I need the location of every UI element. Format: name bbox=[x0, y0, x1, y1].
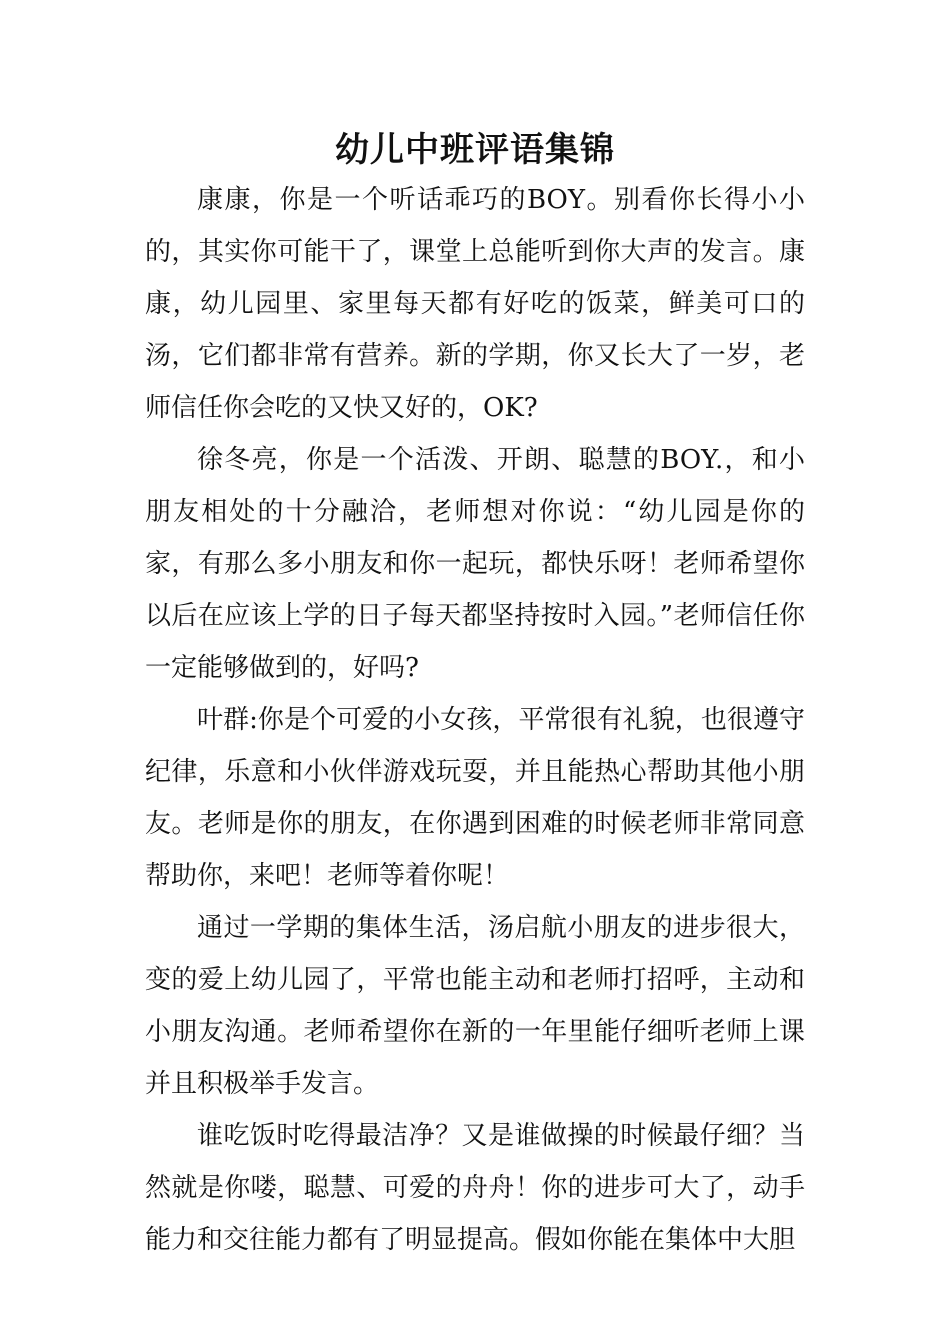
paragraph-zhouzhou: 谁吃饭时吃得最洁净？又是谁做操的时候最仔细？当然就是你喽，聪慧、可爱的舟舟！你的进步可大了，动手能力和交往能力都有了明显提高。假如你能在集体中大胆 bbox=[145, 1121, 805, 1255]
paragraph-xu-dongliang: 徐冬亮，你是一个活泼、开朗、聪慧的BOY.，和小朋友相处的十分融洽，老师想对你说：“幼儿园是你的家，有那么多小朋友和你一起玩，都快乐呀！老师希望你以后在应该上学的日子每天都坚持按时入园。”老师信任你一定能够做到的，好吗? bbox=[145, 445, 805, 683]
document-title: 幼儿中班评语集锦 bbox=[335, 130, 615, 170]
document-body bbox=[145, 174, 805, 1266]
paragraph-kangkang: 康康，你是一个听话乖巧的BOY。别看你长得小小的，其实你可能干了，课堂上总能听到你大声的发言。康康，幼儿园里、家里每天都有好吃的饭菜，鲜美可口的汤，它们都非常有营养。新的学期，你又长大了一岁，老师信任你会吃的又快又好的，OK? bbox=[145, 185, 805, 423]
paragraph-tang-qihang: 通过一学期的集体生活，汤启航小朋友的进步很大，变的爱上幼儿园了，平常也能主动和老师打招呼，主动和小朋友沟通。老师希望你在新的一年里能仔细听老师上课并且积极举手发言。 bbox=[145, 913, 805, 1099]
paragraph-ye-qun: 叶群:你是个可爱的小女孩，平常很有礼貌，也很遵守纪律，乐意和小伙伴游戏玩耍，并且能热心帮助其他小朋友。老师是你的朋友，在你遇到困难的时候老师非常同意帮助你，来吧！老师等着你呢！ bbox=[145, 705, 805, 891]
